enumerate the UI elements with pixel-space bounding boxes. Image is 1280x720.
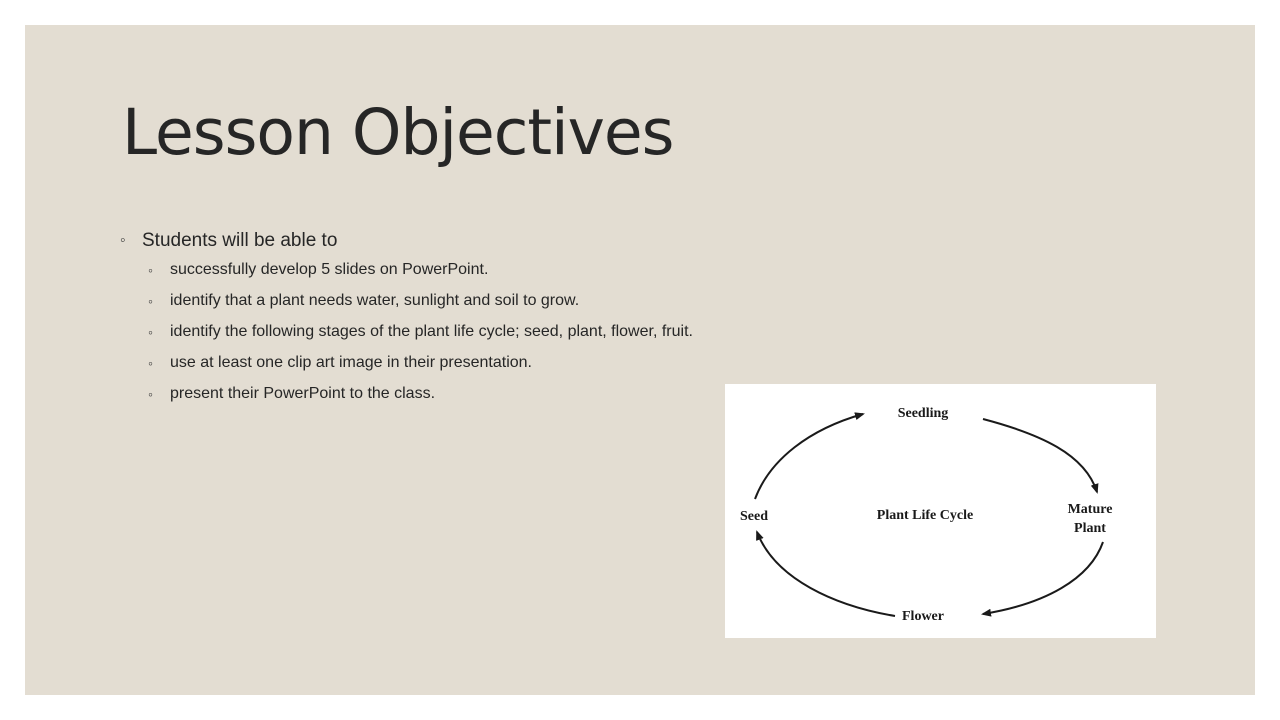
main-bullet — [120, 230, 693, 256]
stage-mature-label-line1: Mature — [1067, 502, 1113, 517]
sub-bullet — [148, 260, 693, 291]
sub-bullet-text: present their PowerPoint to the class. — [170, 385, 436, 402]
slide-title: Lesson Objectives — [122, 96, 674, 169]
diagram-center-label: Plant Life Cycle — [876, 508, 974, 523]
arrow-seed-to-seedling — [755, 414, 863, 499]
sub-bullet — [148, 322, 693, 353]
arrow-mature-to-flower — [983, 542, 1103, 614]
sub-bullet-list — [120, 256, 693, 415]
sub-bullet-text: use at least one clip art image in their presentation. — [170, 354, 532, 371]
stage-seedling-label: Seedling — [897, 406, 949, 421]
sub-bullet — [148, 353, 693, 384]
sub-bullet — [148, 291, 693, 322]
stage-seed-label: Seed — [740, 509, 768, 524]
sub-bullet-group — [120, 256, 693, 415]
stage-flower-label: Flower — [902, 609, 944, 624]
slide — [25, 25, 1255, 695]
arrow-seedling-to-mature — [983, 419, 1097, 492]
sub-bullet-text: successfully develop 5 slides on PowerPoint. — [170, 261, 489, 278]
stage-mature-label-line2: Plant — [1074, 521, 1106, 536]
main-bullet-text: Students will be able to — [142, 230, 338, 251]
sub-bullet-text: identify that a plant needs water, sunlight and soil to grow. — [170, 292, 580, 309]
sub-bullet-text: identify the following stages of the plant life cycle; seed, plant, flower, fruit. — [170, 323, 693, 340]
life-cycle-svg — [725, 384, 1156, 638]
sub-bullet — [148, 384, 693, 415]
objectives-list — [120, 230, 693, 415]
arrow-flower-to-seed — [757, 532, 895, 616]
plant-life-cycle-diagram[interactable] — [725, 384, 1156, 638]
